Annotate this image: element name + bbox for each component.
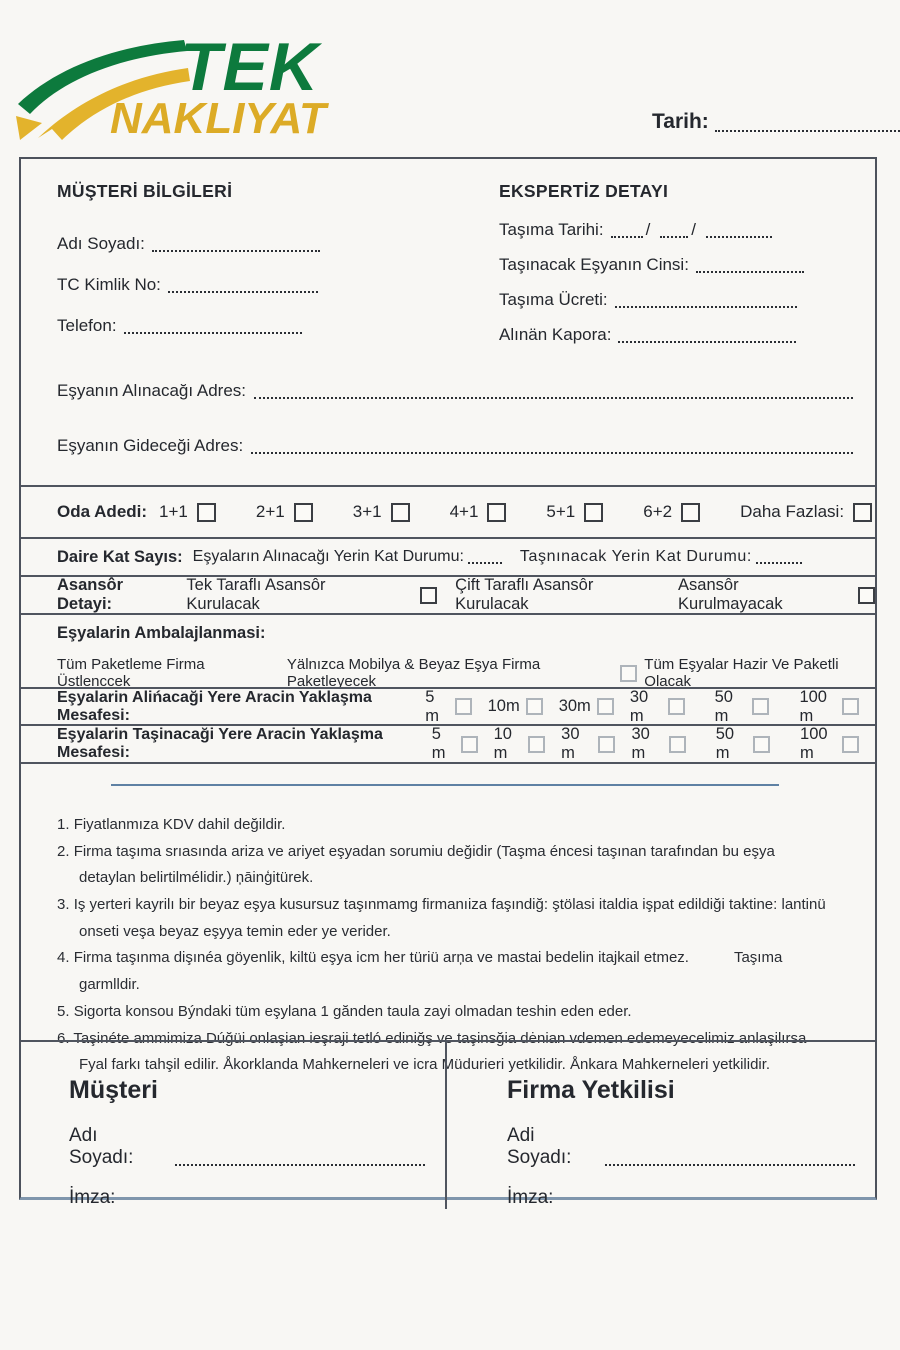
field-phone [57,314,337,336]
checkbox[interactable] [669,736,686,753]
field-tc-label: TC Kimlik No: [57,275,161,294]
logo-text-nakliyat: NAKLIYAT [110,94,326,143]
checkbox[interactable] [858,587,875,604]
term-text: Taşinéte ammimiza Dúğüi onlaşian ieşraji tetló ediniğş ve taşinsğia dėnian vdemen edemeyecelimiz anlaşilırsa Fyal farkı tahşil edilir. Åkorklanda Mahkerneleri ve icra Müdurieri yetkilidir. Ånkara Mahkerneleri yetkilidir. [73,1029,807,1074]
distance-option-label: 100 m [800,725,828,762]
date-slash: / [691,220,697,239]
company-sign-label: İmza: [507,1187,554,1208]
term-text: Iş yerteri kayrilı bir beyaz eşya kusursuz taşınmamg firmanıiza faşındiğ: ştölasi italdia işpat edildiği taktine: lantinü onseti veşa beyaz eşyya temin eder ye verider. [73,896,826,940]
distance-option-label: 30 m [631,725,650,762]
distance-option [630,688,685,726]
phone-fill-line[interactable] [124,319,302,334]
date-fill-line[interactable] [715,117,900,132]
distance-option-label: 5 m [425,687,439,725]
field-deposit [499,323,821,345]
distance-option [494,725,546,763]
packaging-option-ready: Tüm Eşyalar Hazir Ve Paketli Olacak [644,656,839,690]
term-number: 6. [57,1029,70,1047]
company-signature-title: Firma Yetkilisi [507,1076,675,1104]
section-signatures [21,1040,875,1209]
room-option-6plus2 [643,502,700,522]
date-label: Tarih: [652,110,709,133]
distance-option [715,688,770,726]
distance-option-label: 30m [558,697,591,715]
name-fill-line[interactable] [152,237,320,252]
field-name-label: Adı Soyadı: [57,234,145,253]
tc-fill-line[interactable] [168,278,318,293]
elevator-option-single: Tek Taraflı Asansôr Kurulacak [186,576,326,613]
term-text: Fiyatlanmıza KDV dahil değildir. [73,816,286,833]
term-item [57,945,833,998]
term-number: 5. [57,1002,70,1020]
packaging-label: Eşyalarin Ambalajlanmasi: [57,624,266,642]
term-number: 3. [57,896,70,914]
packaging-option-full: Tüm Paketleme Firma Üstlenccek [57,656,205,690]
pickup-address-fill-line[interactable] [254,384,853,399]
room-more-label: Daha Fazlasi: [740,502,845,521]
goods-type-fill-line[interactable] [696,258,804,273]
checkbox[interactable] [752,698,769,715]
term-item [57,839,833,892]
checkbox[interactable] [420,587,437,604]
terms-divider [111,784,778,786]
distance-option [425,688,471,726]
elevator-option-double: Çift Taraflı Asansôr Kurulacak [455,576,594,613]
room-count-label: Oda Adedi: [57,502,148,521]
section-pickup-distance [21,687,875,724]
field-fee [499,288,821,310]
customer-name-fill-line[interactable] [175,1151,425,1166]
distance-option-label: 100 m [799,687,827,725]
room-option-label: 3+1 [352,502,382,521]
expertise-title: EKSPERTİZ DETAYI [499,181,669,201]
packaging-option-partial: Yälnızca Mobilya & Beyaz Eşya Firma Paketleyecek [286,656,541,690]
floor-dropoff-fill-line[interactable] [756,549,802,564]
distance-option [559,697,614,716]
term-text: Sigorta konsou Býndaki tüm eşylana 1 gănden taula zayi olmadan teshin eden eder. [73,1002,632,1020]
checkbox[interactable] [681,503,700,522]
move-date-label: Taşıma Tarihi: [499,220,604,239]
room-option-2plus1 [256,502,313,522]
customer-info [57,181,337,355]
goods-type-label: Taşınacak Eşyanın Cinsi: [499,255,689,274]
checkbox[interactable] [853,503,872,522]
customer-signature-name-field [69,1125,425,1169]
customer-signature-title: Müşteri [69,1076,158,1104]
company-signature-block [447,1042,875,1209]
floor-pickup-label: Eşyaların Alınacağı Yerin Kat Durumu: [192,548,464,565]
field-tc [57,273,337,295]
term-number: 4. [57,949,70,967]
checkbox[interactable] [584,503,603,522]
pickup-address-label: Eşyanın Alınacağı Adres: [57,381,247,400]
field-phone-label: Telefon: [57,316,117,335]
distance-option [716,725,770,763]
section-dropoff-distance [21,724,875,762]
floor-pickup-fill-line[interactable] [468,549,502,564]
distance-option-label: 50 m [715,725,735,762]
checkbox[interactable] [842,736,859,753]
dropoff-address-fill-line[interactable] [251,439,853,454]
section-packaging [21,613,875,690]
term-number: 2. [57,842,70,860]
checkbox[interactable] [197,503,216,522]
distance-option [631,725,685,763]
dropoff-distance-label: Eşyalarin Taşinacaği Yere Aracin Yaklaşma Mesafesi: [57,726,383,761]
packaging-options [57,656,875,690]
term-text: Firma taşıma srıasında ariza ve ariyet eşyadan sorumiu değidir (Taşma éncesi taşınan tarafından bu eşya detaylan belirtilmélidir.) ņāinģitürek. [73,842,775,887]
field-move-date [499,218,821,240]
floor-label: Daire Kat Sayıs: [57,547,183,566]
room-option-label: 2+1 [255,502,285,521]
checkbox[interactable] [753,736,770,753]
section-floor-status [21,537,875,575]
form-body [19,157,877,1208]
room-option-4plus1 [450,502,507,522]
checkbox[interactable] [528,736,545,753]
checkbox[interactable] [455,698,472,715]
date-slash: / [645,220,651,239]
expertise-info [499,181,821,358]
distance-option-label: 30 m [629,687,649,725]
year-fill-line[interactable] [706,223,772,238]
fee-fill-line[interactable] [615,293,797,308]
dropoff-address-label: Eşyanın Gideceği Adres: [57,436,244,455]
room-option-label: 6+2 [643,502,673,521]
room-option-5plus1 [546,502,603,522]
checkbox[interactable] [598,736,615,753]
day-fill-line[interactable] [611,223,643,238]
checkbox[interactable] [620,665,637,682]
field-name [57,232,337,254]
distance-option [432,725,478,763]
checkbox[interactable] [842,698,859,715]
distance-option [488,697,543,716]
distance-option-label: 50 m [714,687,733,725]
elevator-option-none: Asansôr Kurulmayacak [678,576,783,613]
distance-option [561,725,615,763]
customer-title: MÜŞTERİ BİLGİLERİ [57,181,233,201]
checkbox[interactable] [294,503,313,522]
section-elevator [21,575,875,613]
room-option-3plus1 [353,502,410,522]
term-item [57,999,833,1026]
company-signature-name-label: Adi Soyadı: [507,1125,572,1168]
company-signature-name-field [507,1125,855,1169]
room-option-1plus1 [159,502,216,522]
room-option-label: 1+1 [159,502,188,521]
elevator-label: Asansôr Detayi: [57,576,124,613]
checkbox[interactable] [461,736,478,753]
deposit-fill-line[interactable] [618,328,796,343]
term-text: Firma taşınma dişınéa göyenlik, kiltü eşya icm her türiü arņa ve mastai bedelin itajkail etmez. Taşıma garmlldir. [73,949,783,994]
customer-signature-block [21,1042,447,1209]
term-number: 1. [57,816,70,833]
distance-option-label: 10m [487,697,520,715]
checkbox[interactable] [668,698,685,715]
room-option-label: 4+1 [449,502,479,521]
term-item [57,812,833,839]
pickup-distance-label: Eşyalarin Alińacaği Yere Aracin Yaklaşma Mesafesi: [57,688,372,724]
room-option-more [740,502,872,522]
checkbox[interactable] [526,698,543,715]
logo-text-tek: TEK [180,29,319,105]
distance-option [799,688,859,726]
distance-option-label: 10 m [493,725,512,762]
section-room-count [21,485,875,537]
month-fill-line[interactable] [660,223,688,238]
customer-signature-name-label: Adı Soyadı: [69,1125,134,1168]
section-info [21,159,875,485]
field-goods-type [499,253,821,275]
term-item [57,892,833,945]
room-option-label: 5+1 [546,502,576,521]
dropoff-address-field [57,436,853,456]
distance-option-label: 30 m [561,725,580,762]
distance-option [800,725,859,763]
company-name-fill-line[interactable] [605,1151,855,1166]
distance-option-label: 5 m [431,725,446,762]
checkbox[interactable] [597,698,614,715]
floor-dropoff-label: Taşnınacak Yerin Kat Durumu: [519,548,752,565]
section-terms [21,762,875,1074]
date-field [652,110,900,134]
fee-label: Taşıma Ücreti: [499,290,608,309]
pickup-address-field [57,381,853,401]
company-logo [14,29,354,149]
checkbox[interactable] [487,503,506,522]
deposit-label: Alınän Kapora: [499,325,612,344]
customer-sign-label: İmza: [69,1187,116,1208]
checkbox[interactable] [391,503,410,522]
